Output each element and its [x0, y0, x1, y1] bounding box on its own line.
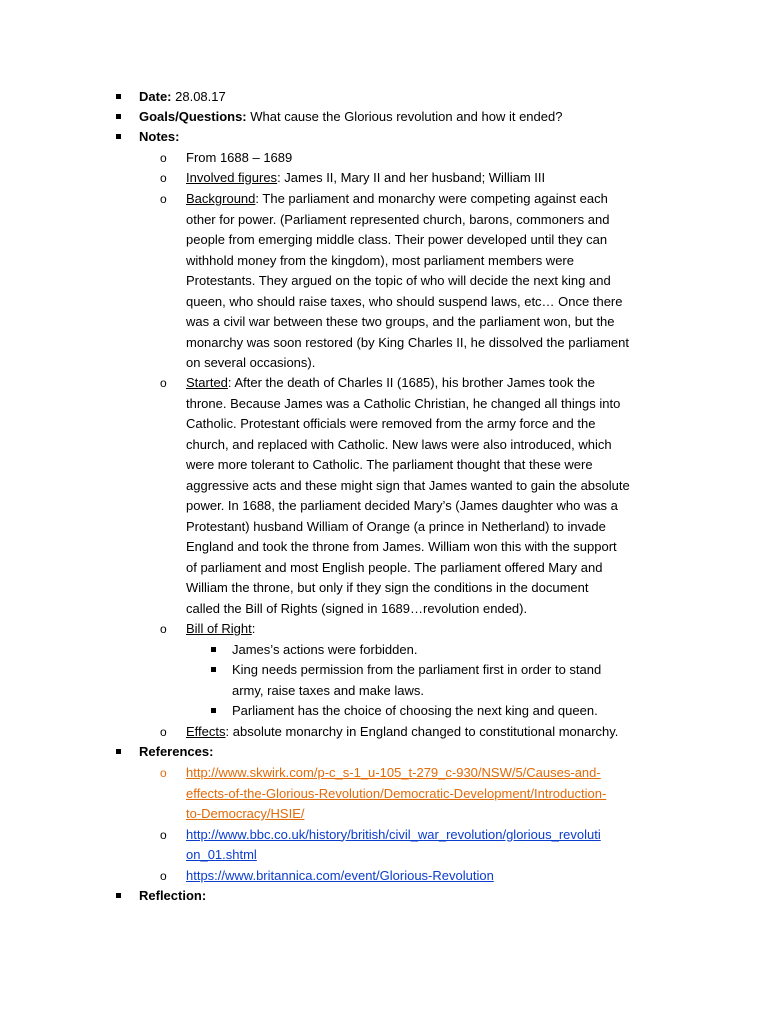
goals-line	[139, 107, 562, 128]
effects-line	[186, 722, 618, 743]
figures-colon: :	[277, 170, 281, 185]
started-line: of parliament and most English people. The parliament offered Mary and	[186, 559, 603, 575]
started-colon: :	[227, 375, 232, 390]
background-line: withhold money from the kingdom), most parliament members were	[186, 252, 574, 268]
started-text: After the death of Charles II (1685), his brother James took the	[231, 375, 596, 390]
effects-colon: :	[225, 723, 230, 739]
started-line	[186, 373, 595, 394]
background-colon: :	[255, 191, 260, 206]
bullet-square-icon	[116, 94, 121, 99]
bullet-square-icon	[116, 134, 121, 139]
started-line: Catholic. Protestant officials were removed from the army force and the	[186, 416, 596, 431]
reference-link-text[interactable]: http://www.bbc.co.uk/history/british/civil_war_revolution/glorious_revoluti	[186, 826, 601, 842]
background-line: monarchy was soon restored (by King Charles II, he dissolved the parliament	[186, 334, 629, 350]
bill-item-continuation: army, raise taxes and make laws.	[232, 682, 424, 698]
started-line: William the throne, but only if they sign the conditions in the document	[186, 580, 589, 595]
period-line: From 1688 – 1689	[186, 150, 293, 165]
figures-label: Involved figures	[186, 170, 278, 185]
background-text: The parliament and monarchy were competing against each	[259, 191, 608, 206]
bullet-circle-icon: o	[160, 151, 167, 165]
bullet-circle-icon: o	[160, 622, 167, 636]
reference-link-skwirk[interactable]	[186, 763, 601, 784]
bullet-square-icon	[116, 893, 121, 898]
bullet-circle-icon: o	[160, 192, 167, 206]
started-line: Protestant) husband William of Orange (a prince in Netherland) to invade	[186, 518, 606, 534]
reference-link-skwirk[interactable]	[186, 804, 304, 825]
date-value: 28.08.17	[171, 89, 226, 104]
bill-item: James’s actions were forbidden.	[232, 642, 418, 657]
goals-label: Goals/Questions:	[139, 109, 247, 124]
notes-label: Notes:	[139, 129, 180, 144]
bullet-square-icon	[116, 114, 121, 119]
bullet-square-icon	[211, 647, 216, 652]
reference-link-britannica[interactable]	[186, 866, 494, 887]
bullet-circle-icon: o	[160, 171, 167, 185]
reflection-label: Reflection:	[139, 888, 207, 903]
figures-line	[186, 168, 545, 189]
reference-link-bbc[interactable]	[186, 825, 601, 846]
background-line: on several occasions).	[186, 355, 316, 370]
bullet-square-icon	[211, 667, 216, 672]
bill-item: Parliament has the choice of choosing the next king and queen.	[232, 703, 598, 718]
background-line: other for power. (Parliament represented church, barons, commoners and	[186, 211, 610, 227]
bullet-circle-icon: o	[160, 827, 167, 842]
started-label: Started	[186, 375, 228, 390]
started-line: church, and replaced with Catholic. New laws were also introduced, which	[186, 436, 612, 452]
started-line: throne. Because James was a Catholic Christian, he changed all things into	[186, 395, 621, 411]
reference-link-text[interactable]: effects-of-the-Glorious-Revolution/Democratic-Development/Introduction-	[186, 785, 607, 801]
background-line: Protestants. They argued on the topic of who will decide the next king and	[186, 273, 611, 288]
background-line: was a civil war between these two groups, and the parliament won, but the	[186, 314, 615, 329]
goals-value: What cause the Glorious revolution and how it ended?	[246, 109, 563, 124]
background-line: people from emerging middle class. Their power developed until they can	[186, 232, 608, 247]
reflection-line	[139, 886, 206, 907]
background-label: Background	[186, 191, 256, 206]
reference-link-text[interactable]: on_01.shtml	[186, 847, 257, 862]
started-line: were more tolerant to Catholic. The parliament thought that these were	[186, 457, 593, 472]
bill-item: King needs permission from the parliament first in order to stand	[232, 662, 602, 677]
reference-link-skwirk[interactable]	[186, 784, 606, 805]
reference-link-text[interactable]: to-Democracy/HSIE/	[186, 806, 305, 821]
bullet-square-icon	[116, 749, 121, 754]
bullet-square-icon	[211, 708, 216, 713]
bill-colon: :	[251, 621, 256, 636]
date-label: Date:	[139, 89, 172, 104]
bill-label: Bill of Right	[186, 621, 252, 636]
reference-link-text[interactable]: https://www.britannica.com/event/Glorious-Revolution	[186, 867, 494, 883]
bullet-circle-icon: o	[160, 376, 167, 390]
notes-line	[139, 127, 179, 148]
bullet-circle-icon: o	[160, 724, 167, 739]
bullet-circle-icon: o	[160, 868, 167, 883]
reference-link-bbc[interactable]	[186, 845, 257, 866]
date-line	[139, 87, 226, 108]
references-line	[139, 742, 213, 763]
background-line: queen, who should raise taxes, who should suspend laws, etc… Once there	[186, 293, 623, 309]
started-line: called the Bill of Rights (signed in 1689…revolution ended).	[186, 600, 528, 616]
effects-text: absolute monarchy in England changed to constitutional monarchy.	[229, 723, 619, 739]
bullet-circle-icon: o	[160, 766, 167, 780]
reference-link-text[interactable]: http://www.skwirk.com/p-c_s-1_u-105_t-279_c-930/NSW/5/Causes-and-	[186, 765, 601, 780]
references-label: References:	[139, 744, 214, 759]
bill-line	[186, 619, 255, 640]
started-line: power. In 1688, the parliament decided Mary’s (James daughter who was a	[186, 498, 618, 513]
started-line: aggressive acts and these might sign that James wanted to gain the absolute	[186, 477, 630, 493]
background-line	[186, 189, 608, 210]
figures-text: James II, Mary II and her husband; William III	[280, 170, 546, 185]
effects-label: Effects	[186, 723, 226, 739]
started-line: England and took the throne from James. William won this with the support	[186, 539, 617, 554]
